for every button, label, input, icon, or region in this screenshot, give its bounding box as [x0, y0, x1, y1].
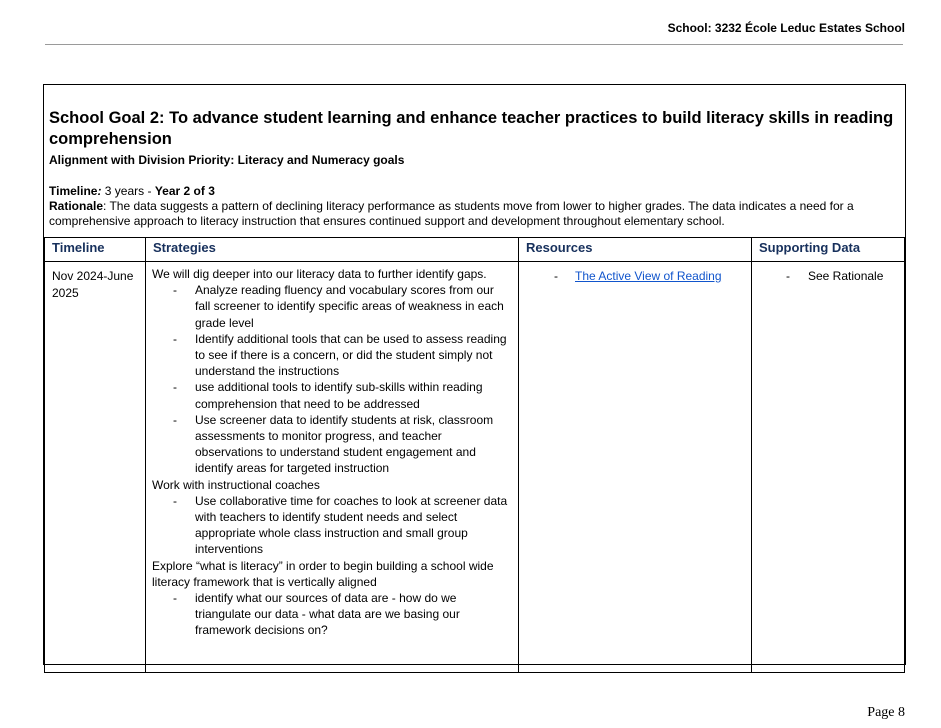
goal-plan-table: [44, 237, 905, 673]
goal-label: School Goal 2: [49, 109, 160, 127]
header-resources: Resources: [519, 238, 752, 262]
rationale-label: Rationale: [49, 199, 104, 213]
school-name-header: School: 3232 École Leduc Estates School: [667, 21, 905, 35]
header-divider: [45, 44, 903, 45]
goal-title: [49, 108, 897, 150]
timeline-year: Year 2 of 3: [154, 184, 215, 198]
supporting-text: See Rationale: [808, 269, 884, 283]
goal-header: [49, 108, 897, 229]
goal-separator: :: [159, 109, 165, 127]
table-header-row: [45, 238, 905, 262]
header-timeline: Timeline: [45, 238, 146, 262]
timeline-label: Timeline: [49, 184, 98, 198]
strategy-list: [152, 282, 512, 476]
header-strategies: Strategies: [146, 238, 519, 262]
timeline-cell: Nov 2024-June 2025: [45, 262, 146, 673]
strategy-intro: Explore “what is literacy” in order to begin building a school wide literacy framework that is vertically aligned: [152, 558, 494, 589]
page-number: Page 8: [867, 705, 905, 720]
goal-rationale: [49, 199, 897, 229]
supporting-data-cell: [752, 262, 905, 673]
rationale-text: : The data suggests a pattern of declining literacy performance as students move from lower to higher grades. The data indicates a need for a comprehensive approach to literacy instruction that ensures continued support and development throughout elementary school.: [49, 199, 854, 228]
header-supporting-data: Supporting Data: [752, 238, 905, 262]
list-item: - Analyze reading fluency and vocabulary scores from our fall screener to identify specific areas of weakness in each grade level: [195, 282, 512, 331]
list-item: - identify what our sources of data are - how do we triangulate our data - what data are we basing our framework decisions on?: [195, 590, 512, 639]
strategies-cell: [146, 262, 519, 673]
strategy-intro: Work with instructional coaches: [152, 477, 320, 492]
strategy-list: [152, 590, 512, 639]
division-alignment: Alignment with Division Priority: Literacy and Numeracy goals: [49, 153, 405, 167]
resource-dash: -: [554, 269, 558, 283]
list-item: - use additional tools to identify sub-skills within reading comprehension that need to be addressed: [195, 379, 512, 411]
timeline-colon: :: [97, 184, 102, 198]
strategy-list: [152, 493, 512, 558]
active-view-of-reading-link[interactable]: The Active View of Reading: [575, 269, 722, 283]
timeline-duration: 3 years -: [101, 184, 155, 198]
strategy-intro: We will dig deeper into our literacy data to further identify gaps.: [152, 267, 487, 281]
list-item: - Use screener data to identify students at risk, classroom assessments to monitor progress, and teacher observations to understand student engagement and identify areas for targeted instruction: [195, 412, 512, 477]
school-goal-section: [43, 84, 906, 665]
list-item: - Identify additional tools that can be used to assess reading to see if there is a concern, or did the student simply not understand the instructions: [195, 331, 512, 380]
supporting-dash: -: [786, 269, 790, 283]
goal-timeline: [49, 184, 897, 199]
table-row: [45, 262, 905, 673]
list-item: - Use collaborative time for coaches to look at screener data with teachers to identify student needs and select appropriate whole class instruction and small group interventions: [195, 493, 512, 558]
goal-title-text: To advance student learning and enhance teacher practices to build literacy skills in reading comprehension: [49, 109, 894, 148]
resource-item: [540, 266, 745, 284]
supporting-item: [758, 266, 898, 284]
resources-cell: [519, 262, 752, 673]
